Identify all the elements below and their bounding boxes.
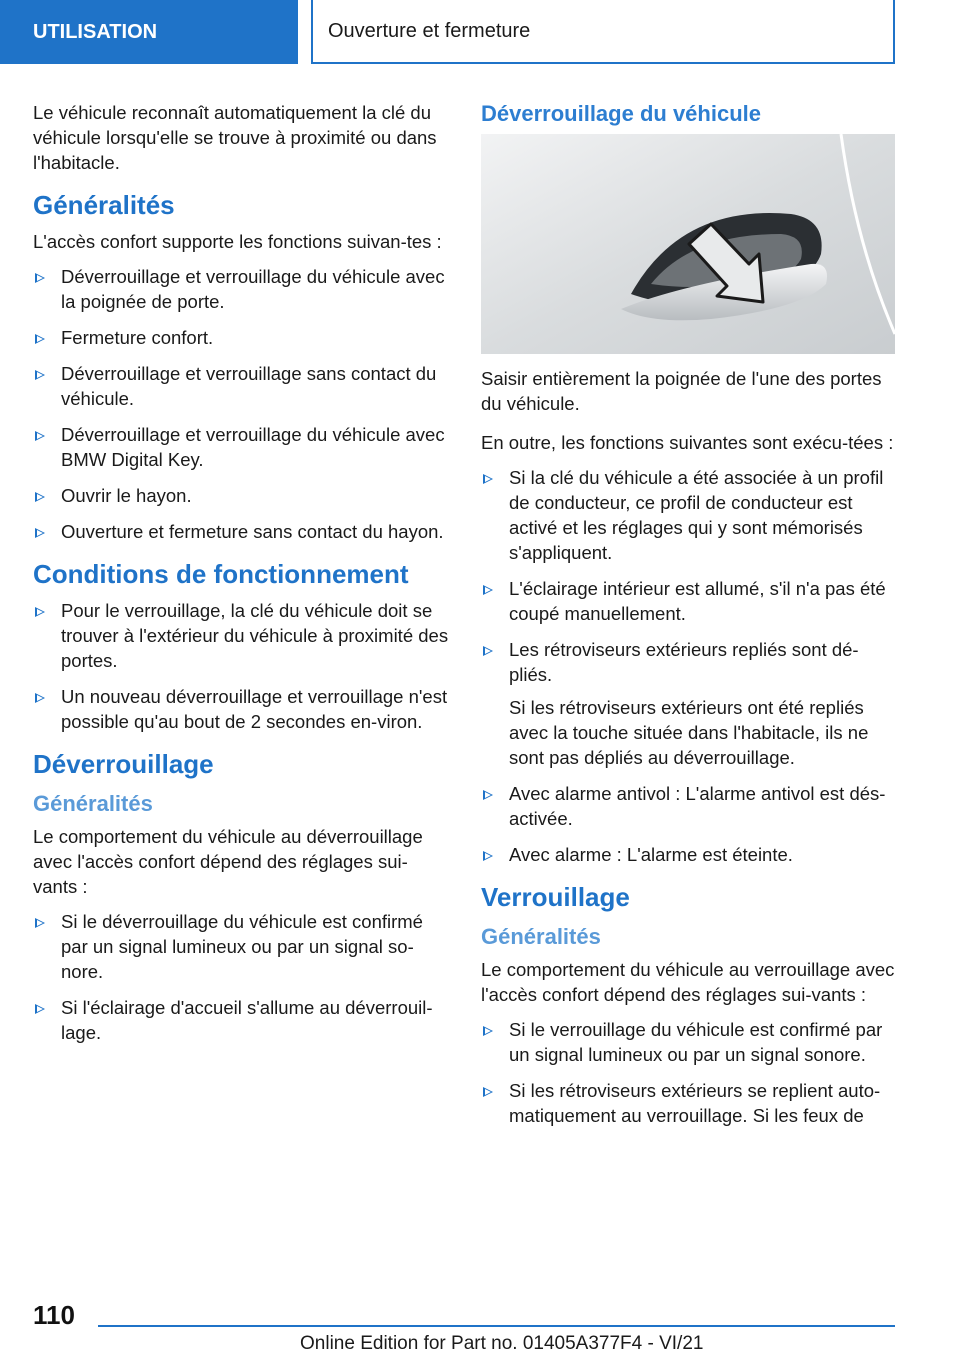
functions-text: En outre, les fonctions suivantes sont exécu-tées : [481,432,894,453]
mirror-note: Si les rétroviseurs extérieurs ont été repliés avec la touche située dans l'habitacle, ils ne sont pas dépliés au déverrouillage. [509,697,869,768]
unlock-functions-list [481,465,897,867]
heading-verrouillage: Verrouillage [481,882,630,912]
triangle-bullet-icon [35,528,45,538]
triangle-bullet-icon [35,492,45,502]
triangle-bullet-icon [483,646,493,656]
door-handle-photo [481,134,895,354]
lock-settings-list [481,1017,897,1128]
list-item: Si le déverrouillage du véhicule est confirmé par un signal lumineux ou par un signal so-nore. [33,909,449,984]
triangle-bullet-icon [35,607,45,617]
verrouillage-text: Le comportement du véhicule au verrouillage avec l'accès confort dépend des réglages sui-vants : [481,959,895,1005]
features-list [33,264,449,544]
deverrouillage-text: Le comportement du véhicule au déverrouillage avec l'accès confort dépend des réglages sui-vants : [33,826,423,897]
triangle-bullet-icon [35,431,45,441]
triangle-bullet-icon [483,1087,493,1097]
conditions-list [33,598,449,734]
triangle-bullet-icon [483,790,493,800]
subheading-generalites-lock: Généralités [481,924,601,949]
triangle-bullet-icon [483,851,493,861]
subheading-generalites: Généralités [33,791,153,816]
list-item: Avec alarme : L'alarme est éteinte. [481,842,897,867]
triangle-bullet-icon [35,918,45,928]
heading-unlock-vehicle: Déverrouillage du véhicule [481,101,761,126]
list-item: Si les rétroviseurs extérieurs se replient auto-matiquement au verrouillage. Si les feux de [481,1078,897,1128]
right-column [481,100,897,1142]
list-item: Pour le verrouillage, la clé du véhicule doit se trouver à l'extérieur du véhicule à proximité des portes. [33,598,449,673]
list-item: Déverrouillage et verrouillage du véhicule avec la poignée de porte. [33,264,449,314]
list-item: Si la clé du véhicule a été associée à un profil de conducteur, ce profil de conducteur est activé et les réglages qui y sont mémorisés s'appliquent. [481,465,897,565]
chapter-title: Ouverture et fermeture [311,0,895,64]
unlock-text: Saisir entièrement la poignée de l'une des portes du véhicule. [481,368,882,414]
left-column [33,100,449,1059]
list-item: Un nouveau déverrouillage et verrouillage n'est possible qu'au bout de 2 secondes en-viron. [33,684,449,734]
triangle-bullet-icon [35,693,45,703]
unlock-settings-list [33,909,449,1045]
list-item: L'éclairage intérieur est allumé, s'il n'a pas été coupé manuellement. [481,576,897,626]
heading-generalites: Généralités [33,190,175,220]
section-tab: UTILISATION [0,0,298,64]
triangle-bullet-icon [483,585,493,595]
list-item: Ouverture et fermeture sans contact du hayon. [33,519,449,544]
footer-divider [98,1325,895,1327]
generalites-text: L'accès confort supporte les fonctions suivan-tes : [33,231,442,252]
intro-paragraph: Le véhicule reconnaît automatiquement la clé du véhicule lorsqu'elle se trouve à proximité ou dans l'habitacle. [33,102,437,173]
triangle-bullet-icon [35,334,45,344]
list-item: Si le verrouillage du véhicule est confirmé par un signal lumineux ou par un signal sonore. [481,1017,897,1067]
triangle-bullet-icon [35,273,45,283]
list-item: Ouvrir le hayon. [33,483,449,508]
heading-deverrouillage: Déverrouillage [33,749,214,779]
page-number: 110 [33,1300,75,1330]
heading-conditions: Conditions de fonctionnement [33,559,409,589]
list-item: Les rétroviseurs extérieurs repliés sont dé-pliés. Si les rétroviseurs extérieurs ont été repliés avec la touche située dans l'habitacle, ils ne sont pas dépliés au déverrouillage. [481,637,897,770]
footer-edition: Online Edition for Part no. 01405A377F4 - VI/21 [300,1333,704,1354]
triangle-bullet-icon [483,474,493,484]
triangle-bullet-icon [35,370,45,380]
list-item: Si l'éclairage d'accueil s'allume au déverrouil-lage. [33,995,449,1045]
triangle-bullet-icon [35,1004,45,1014]
list-item: Déverrouillage et verrouillage sans contact du véhicule. [33,361,449,411]
list-item: Fermeture confort. [33,325,449,350]
list-item: Déverrouillage et verrouillage du véhicule avec BMW Digital Key. [33,422,449,472]
list-item: Avec alarme antivol : L'alarme antivol est dés-activée. [481,781,897,831]
triangle-bullet-icon [483,1026,493,1036]
